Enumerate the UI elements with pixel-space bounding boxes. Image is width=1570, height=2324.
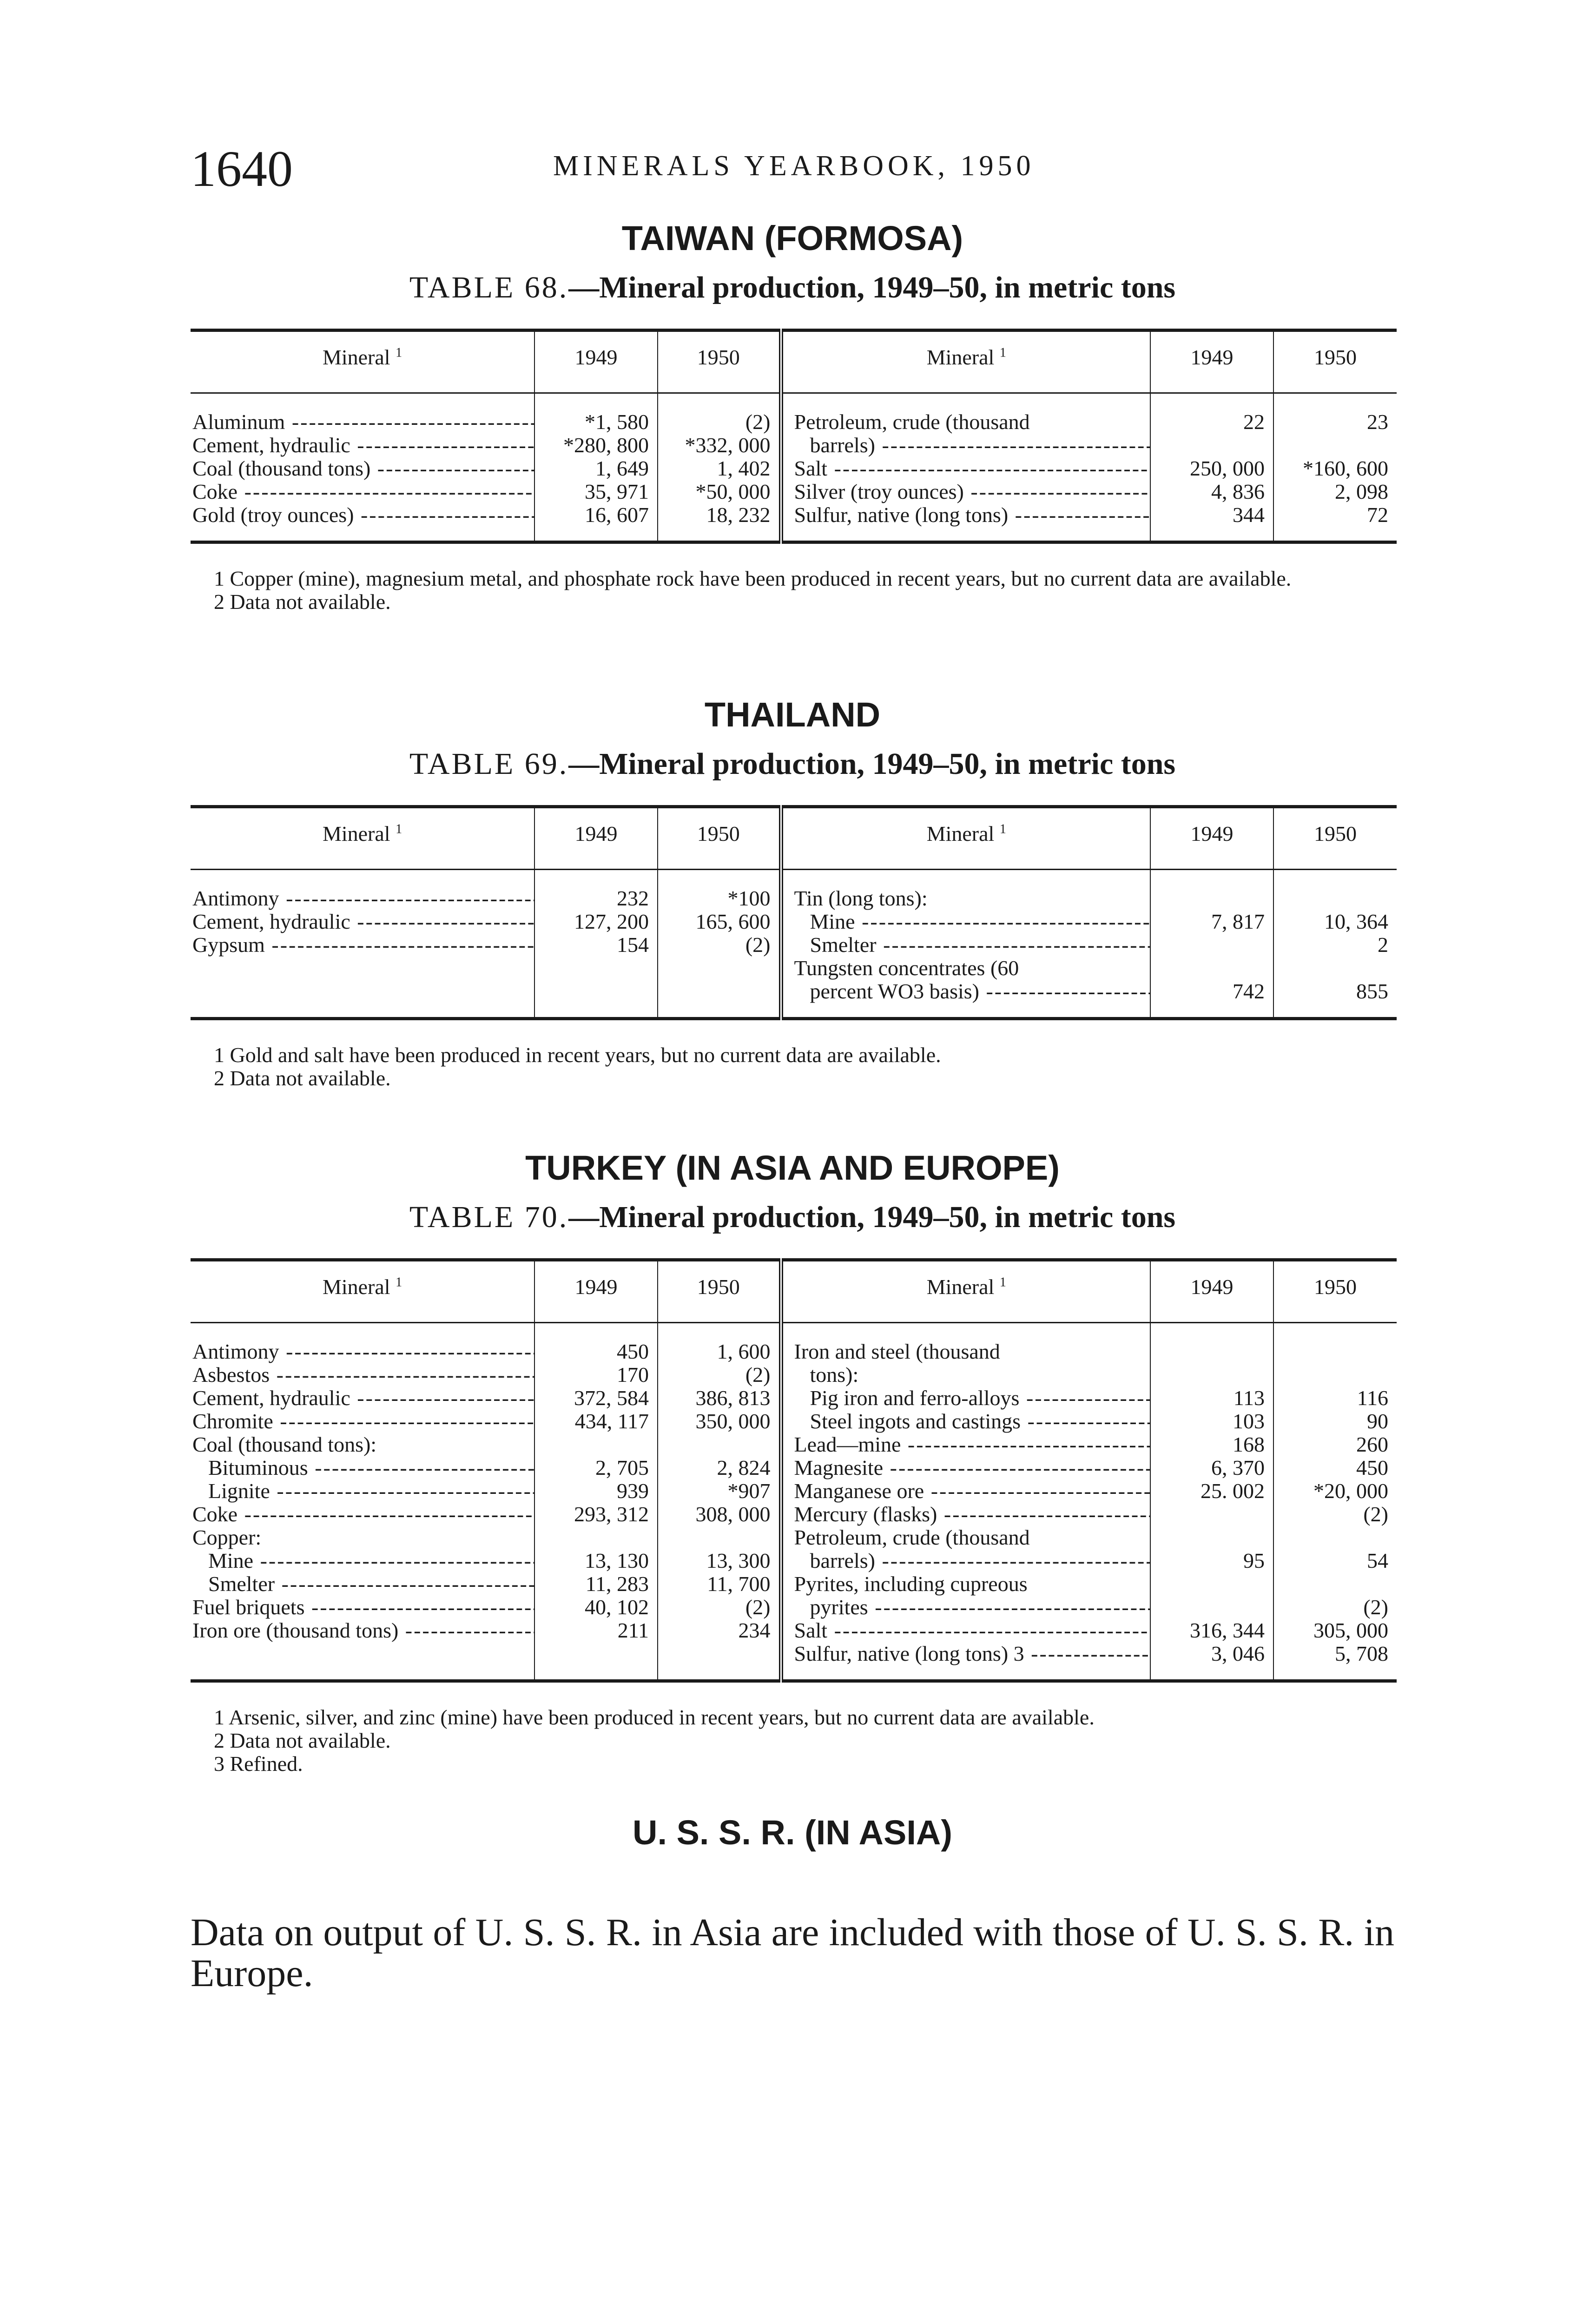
value-1950: 2, 098 bbox=[1273, 480, 1397, 503]
mineral-name: Silver (troy ounces) ----- bbox=[781, 480, 1150, 503]
footnote: 1 Gold and salt have been produced in recent years, but no current data are available. bbox=[214, 1043, 941, 1067]
value-1949 bbox=[1150, 1526, 1273, 1549]
header-1950: 1950 bbox=[658, 1260, 781, 1322]
mineral-name: Bituminous ----- bbox=[191, 1456, 534, 1479]
value-1949: 35, 971 bbox=[534, 480, 658, 503]
value-1950: (2) bbox=[658, 393, 781, 434]
table-row bbox=[191, 957, 1397, 980]
mineral-name: Cement, hydraulic ----- bbox=[191, 434, 534, 457]
table-row bbox=[191, 1386, 1397, 1410]
table-body bbox=[191, 869, 1397, 1018]
value-1949 bbox=[1150, 869, 1273, 910]
empty-cell bbox=[658, 1642, 781, 1681]
mineral-name: Antimony ----- bbox=[191, 1322, 534, 1363]
footnote: 2 Data not available. bbox=[214, 1066, 391, 1090]
value-1950: 18, 232 bbox=[658, 503, 781, 542]
table-caption bbox=[191, 746, 1394, 782]
value-1949: 939 bbox=[534, 1479, 658, 1503]
table-row bbox=[191, 1410, 1397, 1433]
value-1950: 72 bbox=[1273, 503, 1397, 542]
table-row bbox=[191, 1596, 1397, 1619]
value-1950 bbox=[1273, 1572, 1397, 1596]
value-1950: 13, 300 bbox=[658, 1549, 781, 1572]
value-1950 bbox=[658, 1433, 781, 1456]
mineral-name: Lead—mine ----- bbox=[781, 1433, 1150, 1456]
value-1950 bbox=[658, 1526, 781, 1549]
mineral-name: Coke ----- bbox=[191, 1503, 534, 1526]
mineral-name: Petroleum, crude (thousand bbox=[781, 393, 1150, 434]
value-1950: *100 bbox=[658, 869, 781, 910]
empty-cell bbox=[658, 980, 781, 1019]
value-1949: 372, 584 bbox=[534, 1386, 658, 1410]
table-row bbox=[191, 910, 1397, 933]
mineral-name: Coal (thousand tons): bbox=[192, 1433, 377, 1456]
table-row bbox=[191, 1619, 1397, 1642]
mineral-name: Pig iron and ferro-alloys ----- bbox=[781, 1386, 1150, 1410]
table-body bbox=[191, 393, 1397, 542]
table-row bbox=[191, 980, 1397, 1019]
table-row bbox=[191, 1479, 1397, 1503]
table-row bbox=[191, 503, 1397, 542]
value-1950: 855 bbox=[1273, 980, 1397, 1019]
table-row bbox=[191, 1549, 1397, 1572]
running-head bbox=[191, 139, 1399, 195]
table-row bbox=[191, 480, 1397, 503]
mineral-name: Aluminum ----- bbox=[191, 393, 534, 434]
value-1949: 250, 000 bbox=[1150, 457, 1273, 480]
value-1950: 305, 000 bbox=[1273, 1619, 1397, 1642]
table-header-row bbox=[191, 1260, 1397, 1322]
country-heading: TURKEY (IN ASIA AND EUROPE) bbox=[525, 1149, 1060, 1187]
value-1950: (2) bbox=[658, 933, 781, 957]
value-1949: 22 bbox=[1150, 393, 1273, 434]
mineral-name: Mercury (flasks) ----- bbox=[781, 1503, 1150, 1526]
mineral-table bbox=[191, 805, 1397, 1020]
value-1949 bbox=[1150, 933, 1273, 957]
value-1950: 386, 813 bbox=[658, 1386, 781, 1410]
value-1950 bbox=[1273, 434, 1397, 457]
table-body bbox=[191, 1322, 1397, 1681]
value-1950: 308, 000 bbox=[658, 1503, 781, 1526]
mineral-name: Asbestos ----- bbox=[191, 1363, 534, 1386]
table-row bbox=[191, 869, 1397, 910]
value-1950: 116 bbox=[1273, 1386, 1397, 1410]
value-1950: 1, 600 bbox=[658, 1322, 781, 1363]
mineral-name: barrels) ----- bbox=[781, 1549, 1150, 1572]
mineral-name: Magnesite ----- bbox=[781, 1456, 1150, 1479]
header-1949: 1949 bbox=[534, 806, 658, 869]
mineral-name: Smelter ----- bbox=[781, 933, 1150, 957]
value-1949: 127, 200 bbox=[534, 910, 658, 933]
value-1950: (2) bbox=[658, 1596, 781, 1619]
mineral-name: Manganese ore ----- bbox=[781, 1479, 1150, 1503]
value-1949: 1, 649 bbox=[534, 457, 658, 480]
value-1950: *332, 000 bbox=[658, 434, 781, 457]
value-1949 bbox=[1150, 1503, 1273, 1526]
value-1949: 6, 370 bbox=[1150, 1456, 1273, 1479]
value-1950: 1, 402 bbox=[658, 457, 781, 480]
mineral-name: Petroleum, crude (thousand bbox=[781, 1526, 1150, 1549]
header-mineral: Mineral $^1$ bbox=[191, 1260, 534, 1322]
value-1949: 113 bbox=[1150, 1386, 1273, 1410]
footnote: 2 Data not available. bbox=[214, 1728, 391, 1752]
value-1950: 260 bbox=[1273, 1433, 1397, 1456]
footnote: 3 Refined. bbox=[214, 1751, 303, 1776]
value-1949: *1, 580 bbox=[534, 393, 658, 434]
value-1949: 232 bbox=[534, 869, 658, 910]
mineral-name: Pyrites, including cupreous bbox=[781, 1572, 1150, 1596]
mineral-name: Mine ----- bbox=[191, 1549, 534, 1572]
header-1950: 1950 bbox=[658, 330, 781, 393]
value-1950: 2 bbox=[1273, 933, 1397, 957]
section-ussr bbox=[191, 1813, 1394, 1852]
header-1949: 1949 bbox=[1150, 330, 1273, 393]
value-1950 bbox=[1273, 1526, 1397, 1549]
value-1950: 10, 364 bbox=[1273, 910, 1397, 933]
value-1949 bbox=[1150, 1596, 1273, 1619]
empty-cell bbox=[534, 980, 658, 1019]
header-mineral: Mineral $^1$ bbox=[781, 1260, 1150, 1322]
mineral-name: Salt ----- bbox=[781, 457, 1150, 480]
mineral-name: Iron ore (thousand tons) ----- bbox=[191, 1619, 534, 1642]
mineral-name: Tungsten concentrates (60 bbox=[781, 957, 1150, 980]
value-1949: 316, 344 bbox=[1150, 1619, 1273, 1642]
value-1949: 7, 817 bbox=[1150, 910, 1273, 933]
value-1949: 170 bbox=[534, 1363, 658, 1386]
footnote: 1 Arsenic, silver, and zinc (mine) have been produced in recent years, but no current data are available. bbox=[214, 1705, 1095, 1729]
mineral-name: Tin (long tons): bbox=[781, 869, 1150, 910]
value-1950: (2) bbox=[1273, 1596, 1397, 1619]
header-1950: 1950 bbox=[658, 806, 781, 869]
value-1950 bbox=[1273, 1363, 1397, 1386]
header-1950: 1950 bbox=[1273, 1260, 1397, 1322]
table-row bbox=[191, 1363, 1397, 1386]
value-1949 bbox=[534, 1526, 658, 1549]
section-turkey bbox=[191, 1148, 1394, 1776]
header-mineral: Mineral $^1$ bbox=[191, 806, 534, 869]
table-row bbox=[191, 393, 1397, 434]
header-mineral: Mineral $^1$ bbox=[781, 330, 1150, 393]
mineral-name: Copper: bbox=[192, 1525, 262, 1549]
mineral-table bbox=[191, 1258, 1397, 1683]
mineral-name: Fuel briquets ----- bbox=[191, 1596, 534, 1619]
running-title: MINERALS YEARBOOK, 1950 bbox=[553, 150, 1035, 182]
table-header-row bbox=[191, 806, 1397, 869]
value-1949: *280, 800 bbox=[534, 434, 658, 457]
mineral-name: Coke ----- bbox=[191, 480, 534, 503]
mineral-name: pyrites ----- bbox=[781, 1596, 1150, 1619]
mineral-name: Sulfur, native (long tons) 3 ----- bbox=[781, 1642, 1150, 1681]
value-1949: 3, 046 bbox=[1150, 1642, 1273, 1681]
header-1949: 1949 bbox=[534, 330, 658, 393]
value-1950: (2) bbox=[1273, 1503, 1397, 1526]
mineral-name: barrels) ----- bbox=[781, 434, 1150, 457]
footnotes bbox=[191, 567, 1394, 614]
mineral-name: Salt ----- bbox=[781, 1619, 1150, 1642]
mineral-name: Iron and steel (thousand bbox=[781, 1322, 1150, 1363]
footnotes bbox=[191, 1706, 1394, 1776]
table-title: —Mineral production, 1949–50, in metric tons bbox=[568, 1200, 1176, 1235]
table-header-row bbox=[191, 330, 1397, 393]
table-row bbox=[191, 1433, 1397, 1456]
value-1950: *907 bbox=[658, 1479, 781, 1503]
table-row bbox=[191, 933, 1397, 957]
header-mineral: Mineral $^1$ bbox=[191, 330, 534, 393]
footnote: 2 Data not available. bbox=[214, 589, 391, 614]
value-1949: 344 bbox=[1150, 503, 1273, 542]
table-number: TABLE 68. bbox=[409, 271, 569, 305]
value-1950: 23 bbox=[1273, 393, 1397, 434]
value-1949: 25. 002 bbox=[1150, 1479, 1273, 1503]
mineral-table bbox=[191, 329, 1397, 544]
value-1949: 11, 283 bbox=[534, 1572, 658, 1596]
value-1949 bbox=[1150, 1572, 1273, 1596]
value-1950 bbox=[1273, 869, 1397, 910]
header-1950: 1950 bbox=[1273, 330, 1397, 393]
section-taiwan bbox=[191, 218, 1394, 614]
table-row bbox=[191, 457, 1397, 480]
footnote: 1 Copper (mine), magnesium metal, and phosphate rock have been produced in recent years, but no current data are available. bbox=[214, 566, 1292, 590]
empty-cell bbox=[534, 957, 658, 980]
country-heading: THAILAND bbox=[704, 695, 881, 734]
value-1949: 2, 705 bbox=[534, 1456, 658, 1479]
value-1949: 40, 102 bbox=[534, 1596, 658, 1619]
mineral-name: Steel ingots and castings ----- bbox=[781, 1410, 1150, 1433]
page-number: 1640 bbox=[191, 140, 293, 197]
value-1950: (2) bbox=[658, 1363, 781, 1386]
empty-cell bbox=[191, 980, 534, 1019]
mineral-name: Cement, hydraulic ----- bbox=[191, 1386, 534, 1410]
table-number: TABLE 69. bbox=[409, 747, 569, 781]
value-1949: 95 bbox=[1150, 1549, 1273, 1572]
value-1950: 350, 000 bbox=[658, 1410, 781, 1433]
value-1949: 211 bbox=[534, 1619, 658, 1642]
table-title: —Mineral production, 1949–50, in metric tons bbox=[568, 747, 1176, 781]
value-1950: 90 bbox=[1273, 1410, 1397, 1433]
table-caption bbox=[191, 1200, 1394, 1235]
header-1949: 1949 bbox=[534, 1260, 658, 1322]
mineral-name: Sulfur, native (long tons) ----- bbox=[781, 503, 1150, 542]
mineral-name: Smelter ----- bbox=[191, 1572, 534, 1596]
section-thailand bbox=[191, 695, 1394, 1090]
value-1949: 103 bbox=[1150, 1410, 1273, 1433]
mineral-name: Gypsum ----- bbox=[191, 933, 534, 957]
table-row bbox=[191, 1526, 1397, 1549]
value-1950: 11, 700 bbox=[658, 1572, 781, 1596]
country-heading: TAIWAN (FORMOSA) bbox=[621, 219, 963, 257]
value-1950: *160, 600 bbox=[1273, 457, 1397, 480]
value-1950: 165, 600 bbox=[658, 910, 781, 933]
value-1950: 234 bbox=[658, 1619, 781, 1642]
header-1949: 1949 bbox=[1150, 1260, 1273, 1322]
header-1949: 1949 bbox=[1150, 806, 1273, 869]
country-heading: U. S. S. R. (IN ASIA) bbox=[633, 1813, 952, 1852]
value-1949: 168 bbox=[1150, 1433, 1273, 1456]
value-1949: 4, 836 bbox=[1150, 480, 1273, 503]
value-1950: 5, 708 bbox=[1273, 1642, 1397, 1681]
table-number: TABLE 70. bbox=[409, 1200, 569, 1235]
value-1950 bbox=[1273, 1322, 1397, 1363]
table-row bbox=[191, 1503, 1397, 1526]
table-row bbox=[191, 1572, 1397, 1596]
empty-cell bbox=[191, 1642, 534, 1681]
value-1949 bbox=[1150, 434, 1273, 457]
footnotes bbox=[191, 1043, 1394, 1090]
value-1949: 16, 607 bbox=[534, 503, 658, 542]
value-1950: 54 bbox=[1273, 1549, 1397, 1572]
value-1950: 2, 824 bbox=[658, 1456, 781, 1479]
value-1950: *20, 000 bbox=[1273, 1479, 1397, 1503]
value-1950: 450 bbox=[1273, 1456, 1397, 1479]
header-mineral: Mineral $^1$ bbox=[781, 806, 1150, 869]
value-1949: 154 bbox=[534, 933, 658, 957]
mineral-name: Cement, hydraulic ----- bbox=[191, 910, 534, 933]
mineral-name: Antimony ----- bbox=[191, 869, 534, 910]
value-1950 bbox=[1273, 957, 1397, 980]
value-1949 bbox=[534, 1433, 658, 1456]
table-caption bbox=[191, 270, 1394, 305]
table-row bbox=[191, 1322, 1397, 1363]
mineral-name: Gold (troy ounces) ----- bbox=[191, 503, 534, 542]
mineral-name: Coal (thousand tons) ----- bbox=[191, 457, 534, 480]
value-1949: 742 bbox=[1150, 980, 1273, 1019]
value-1950: *50, 000 bbox=[658, 480, 781, 503]
value-1949: 13, 130 bbox=[534, 1549, 658, 1572]
mineral-name: Chromite ----- bbox=[191, 1410, 534, 1433]
mineral-name: Lignite ----- bbox=[191, 1479, 534, 1503]
table-row bbox=[191, 434, 1397, 457]
table-title: —Mineral production, 1949–50, in metric tons bbox=[568, 271, 1176, 305]
empty-cell bbox=[534, 1642, 658, 1681]
mineral-name: percent WO3 basis) ----- bbox=[781, 980, 1150, 1019]
value-1949 bbox=[1150, 1322, 1273, 1363]
value-1949 bbox=[1150, 957, 1273, 980]
mineral-name: tons): bbox=[781, 1363, 1150, 1386]
table-row bbox=[191, 1456, 1397, 1479]
mineral-name: Mine ----- bbox=[781, 910, 1150, 933]
empty-cell bbox=[191, 957, 534, 980]
header-1950: 1950 bbox=[1273, 806, 1397, 869]
table-row bbox=[191, 1642, 1397, 1681]
value-1949: 434, 117 bbox=[534, 1410, 658, 1433]
empty-cell bbox=[658, 957, 781, 980]
value-1949: 293, 312 bbox=[534, 1503, 658, 1526]
value-1949 bbox=[1150, 1363, 1273, 1386]
value-1949: 450 bbox=[534, 1322, 658, 1363]
ussr-note: Data on output of U. S. S. R. in Asia are included with those of U. S. S. R. in Europe. bbox=[191, 1911, 1394, 1995]
